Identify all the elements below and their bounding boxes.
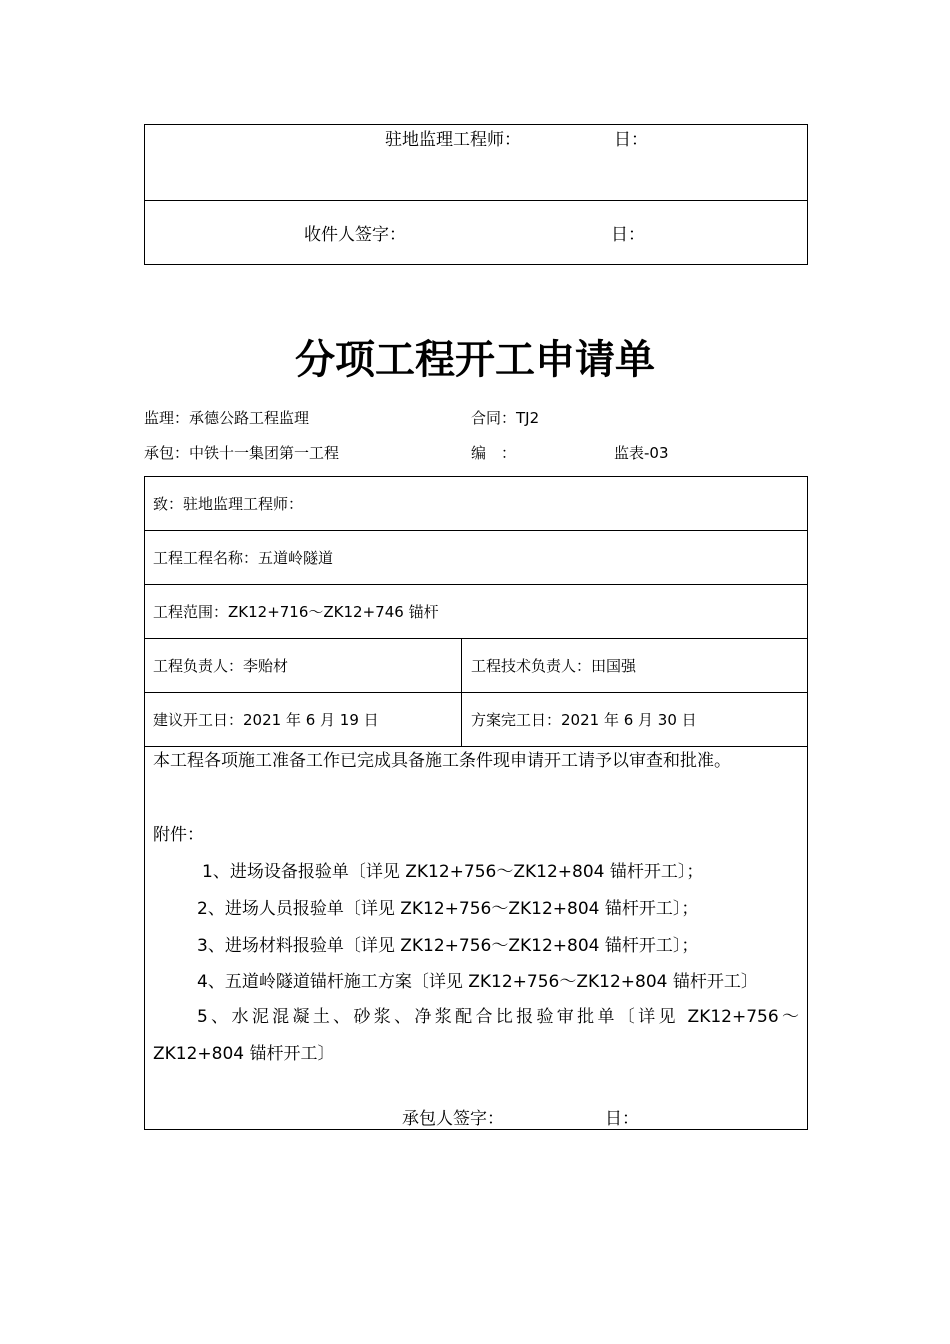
row-divider <box>144 530 808 531</box>
attachments-label: 附件： <box>153 825 204 845</box>
form-title: 分项工程开工申请单 <box>295 337 655 383</box>
application-statement: 本工程各项施工准备工作已完成具备施工条件现申请开工请予以审查和批准。 <box>153 751 731 771</box>
attachment-item: 4、五道岭隧道锚杆施工方案〔详见 ZK12+756～ZK12+804 锚杆开工〕 <box>197 972 758 992</box>
contractor-unit: 承包：中铁十一集团第一工程 <box>144 444 340 462</box>
planned-finish-date: 方案完工日：2021 年 6 月 30 日 <box>471 711 697 729</box>
receiver-date-label: 日： <box>611 225 645 245</box>
attachment-item: 2、进场人员报验单〔详见 ZK12+756～ZK12+804 锚杆开工〕； <box>197 899 699 919</box>
supervisor-label: 驻地监理工程师： <box>385 130 521 150</box>
project-name: 工程工程名称：五道岭隧道 <box>153 549 334 567</box>
project-leader: 工程负责人：李贻材 <box>153 657 289 675</box>
attachment-item: 3、进场材料报验单〔详见 ZK12+756～ZK12+804 锚杆开工〕； <box>197 936 699 956</box>
attachment-item: 5、水泥混凝土、砂浆、净浆配合比报验审批单〔详见 ZK12+756～ZK12+804 锚杆开工〕 <box>153 1007 799 1064</box>
contractor-date-label: 日： <box>605 1109 639 1129</box>
top-table-divider <box>144 200 808 201</box>
proposed-start-date: 建议开工日：2021 年 6 月 19 日 <box>153 711 379 729</box>
row-divider <box>144 638 808 639</box>
row-divider <box>144 692 808 693</box>
supervisor-date-label: 日： <box>614 130 648 150</box>
supervision-unit: 监理：承德公路工程监理 <box>144 409 310 427</box>
row-divider <box>144 584 808 585</box>
tech-leader: 工程技术负责人：田国强 <box>471 657 637 675</box>
receiver-signature-label: 收件人签字： <box>304 225 406 245</box>
contractor-signature-label: 承包人签字： <box>402 1109 504 1129</box>
column-divider <box>461 638 462 746</box>
project-range: 工程范围：ZK12+716～ZK12+746 锚杆 <box>153 603 439 621</box>
addressee: 致：驻地监理工程师： <box>153 495 304 513</box>
serial-label: 编 ： <box>471 444 517 462</box>
contract-number: 合同：TJ2 <box>471 409 540 427</box>
form-code: 监表-03 <box>614 444 669 462</box>
attachment-item: 1、进场设备报验单〔详见 ZK12+756～ZK12+804 锚杆开工〕； <box>202 862 704 882</box>
